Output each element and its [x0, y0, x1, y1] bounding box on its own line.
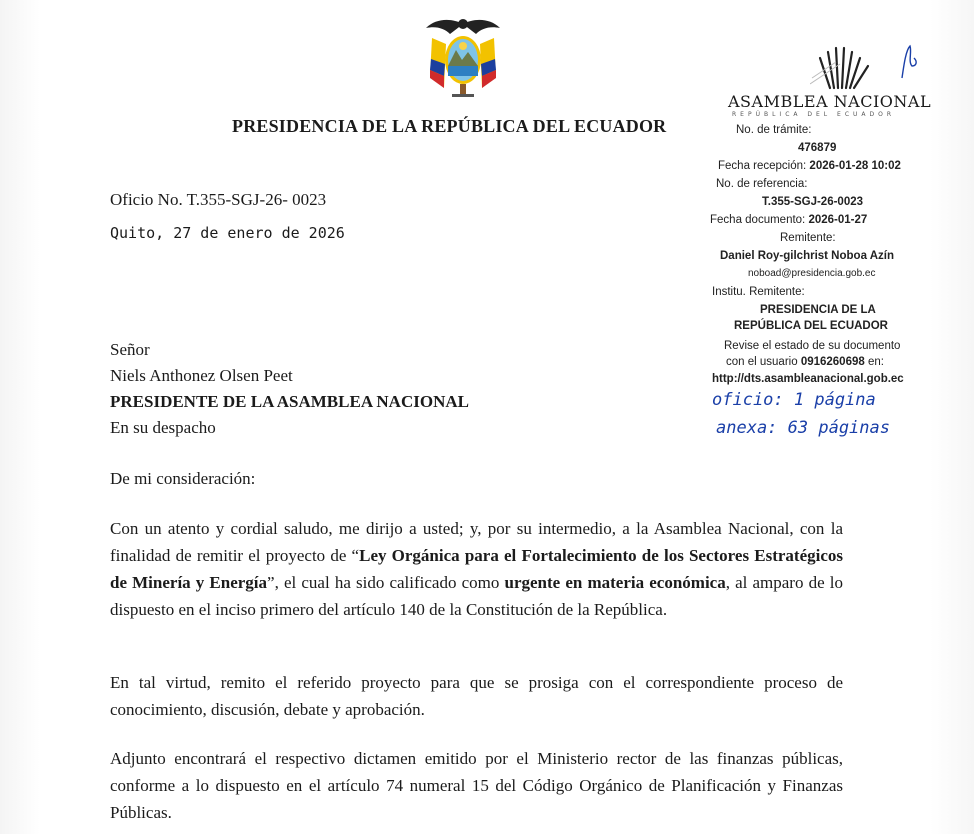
remitente-email: noboad@presidencia.gob.ec: [748, 268, 876, 279]
handwritten-initial-icon: [898, 44, 920, 80]
handwritten-note-2: anexa: 63 páginas: [716, 418, 890, 438]
recepcion-value: 2026-01-28 10:02: [809, 160, 901, 172]
handwritten-note-1: oficio: 1 página: [712, 390, 876, 410]
tracking-url: http://dts.asambleanacional.gob.ec: [712, 373, 904, 385]
reception-stamp: [702, 42, 938, 452]
greeting: De mi consideración:: [110, 469, 256, 488]
paragraph-3: Adjunto encontrará el respectivo dictamen emitido por el Ministerio rector de las finanzas públicas, conforme a lo dispuesto en el artículo 74 numeral 15 del Código Orgánico de Planificación y Finanzas Públicas.: [110, 749, 843, 822]
stamp-title: ASAMBLEA NACIONAL: [728, 92, 932, 111]
ecuador-coat-of-arms-icon: [422, 14, 504, 100]
law-title: Ley Orgánica para el Fortalecimiento de los Sectores Estratégicos de Minería y Energía: [110, 546, 844, 592]
paragraph-2: En tal virtud, remito el referido proyecto para que se prosiga con el correspondiente proceso de conocimiento, discusión, debate y aprobación.: [110, 673, 843, 719]
recipient-location: En su despacho: [110, 418, 216, 437]
fecha-documento-label: Fecha documento:: [710, 214, 806, 226]
paragraph-1-text-b: ”, el cual ha sido calificado como: [267, 573, 505, 592]
referencia-value: T.355-SGJ-26-0023: [762, 196, 864, 208]
recipient-salutation: Señor: [110, 340, 150, 359]
issuing-institution-title: PRESIDENCIA DE LA REPÚBLICA DEL ECUADOR: [232, 116, 667, 136]
stamp-subtitle: REPÚBLICA DEL ECUADOR: [732, 111, 896, 118]
remitente-label: Remitente:: [780, 232, 836, 244]
document-date: Quito, 27 de enero de 2026: [110, 224, 345, 242]
institucion-value-line-1: PRESIDENCIA DE LA: [760, 304, 876, 316]
tramite-value: 476879: [798, 142, 837, 154]
revise-line-1: Revise el estado de su documento: [724, 340, 901, 352]
referencia-label: No. de referencia:: [716, 178, 808, 190]
urgency-qualification: urgente en materia económica: [504, 573, 726, 592]
revise-line-2b: en:: [867, 356, 884, 368]
paragraph-1-text-c: , al amparo de lo dispuesto en el inciso primero del artículo 140 de la Constitución de la República.: [110, 573, 843, 619]
institucion-value-line-2: REPÚBLICA DEL ECUADOR: [734, 320, 888, 332]
oficio-number: Oficio No. T.355-SGJ-26- 0023: [110, 190, 327, 209]
recepcion-label: Fecha recepción:: [718, 160, 807, 172]
paragraph-1: [110, 515, 843, 623]
paragraph-1-text-a: Con un atento y cordial saludo, me dirijo a usted; y, por su intermedio, a la Asamblea Nacional, con la finalidad de remitir el proyecto de “: [110, 519, 843, 565]
recipient-role: PRESIDENTE DE LA ASAMBLEA NACIONAL: [110, 392, 469, 411]
remitente-value: Daniel Roy-gilchrist Noboa Azín: [720, 250, 895, 262]
institucion-label: Institu. Remitente:: [712, 286, 805, 298]
asamblea-logo-icon: [810, 44, 874, 92]
fecha-documento-value: 2026-01-27: [808, 214, 868, 226]
revise-user-id: 0916260698: [800, 356, 865, 368]
tramite-label: No. de trámite:: [736, 124, 812, 136]
recipient-name: Niels Anthonez Olsen Peet: [110, 366, 293, 385]
revise-line-2a: con el usuario: [726, 356, 798, 368]
